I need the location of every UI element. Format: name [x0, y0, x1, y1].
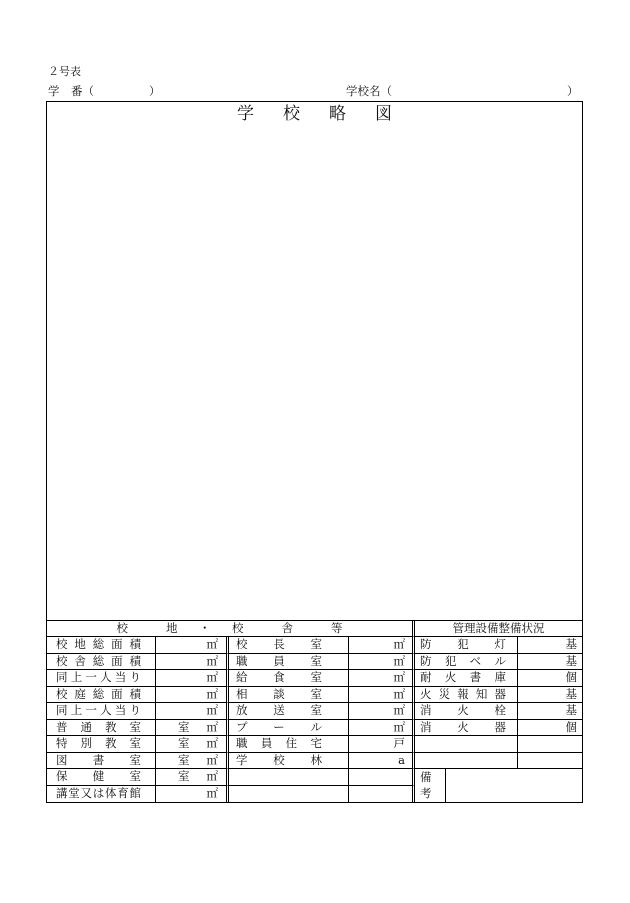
remarks-char: 考 [420, 786, 432, 801]
site-item-label: 校庭総面積 [47, 687, 156, 703]
empty-cell [349, 769, 415, 785]
area-unit: ㎡ [206, 670, 218, 685]
room-count-unit: 室 [178, 719, 190, 734]
room-unit: ㎡ [393, 670, 405, 685]
site-item-value [156, 670, 229, 686]
empty-cell [415, 736, 518, 752]
management-equipment-header: 管理設備整備状況 [415, 621, 582, 637]
remarks-char: 備 [420, 769, 432, 784]
remarks-field [446, 769, 582, 802]
map-title: 学 校 略 図 [237, 104, 398, 124]
equipment-value [518, 654, 582, 670]
school-name-field [393, 85, 565, 97]
site-item-value [156, 687, 229, 703]
room-value [349, 753, 415, 769]
equipment-value [518, 670, 582, 686]
room-count-unit: 室 [178, 769, 190, 784]
school-name-label: 学校名（ [346, 84, 392, 98]
equipment-unit: 個 [565, 670, 577, 685]
room-value [349, 670, 415, 686]
equipment-label: 防犯ベル [415, 654, 518, 670]
facilities-table [47, 620, 582, 802]
room-unit: 戸 [393, 736, 405, 751]
empty-cell [518, 736, 582, 752]
room-label: 相談室 [229, 687, 349, 703]
room-value [349, 720, 415, 736]
equipment-label: 消火器 [415, 720, 518, 736]
room-label: 給食室 [229, 670, 349, 686]
site-item-label: 図書室 [47, 753, 156, 769]
room-unit: ㎡ [393, 719, 405, 734]
room-unit: ㎡ [393, 653, 405, 668]
empty-cell [349, 786, 415, 802]
equipment-label: 耐火書庫 [415, 670, 518, 686]
site-item-label: 特別教室 [47, 736, 156, 752]
room-value [349, 637, 415, 653]
equipment-unit: 個 [565, 719, 577, 734]
area-unit: ㎡ [206, 703, 218, 718]
site-item-label: 同上一人当り [47, 670, 156, 686]
site-item-value [156, 654, 229, 670]
room-unit: ㎡ [393, 703, 405, 718]
school-map-drawing-area [47, 102, 582, 620]
area-unit: ㎡ [206, 653, 218, 668]
room-value [349, 736, 415, 752]
room-value [349, 703, 415, 719]
site-item-label: 校地総面積 [47, 637, 156, 653]
site-item-value [156, 753, 229, 769]
room-label: 職員室 [229, 654, 349, 670]
site-item-value [156, 786, 229, 802]
equipment-label: 防犯灯 [415, 637, 518, 653]
site-item-label: 校舎総面積 [47, 654, 156, 670]
empty-cell [229, 786, 349, 802]
site-item-label: 同上一人当り [47, 703, 156, 719]
room-label: 校長室 [229, 637, 349, 653]
area-unit: ㎡ [206, 719, 218, 734]
room-count-unit: 室 [178, 752, 190, 767]
room-unit: ㎡ [393, 686, 405, 701]
form-frame [46, 101, 583, 803]
equipment-value [518, 687, 582, 703]
site-and-building-header: 校 地 ・ 校 舎 等 [47, 621, 415, 637]
equipment-value [518, 637, 582, 653]
site-item-label: 普通教室 [47, 720, 156, 736]
equipment-value [518, 703, 582, 719]
site-item-label: 保健室 [47, 769, 156, 785]
site-item-label: 講堂又は体育館 [47, 786, 156, 802]
area-unit: ㎡ [206, 686, 218, 701]
empty-cell [229, 769, 349, 785]
form-number: ２号表 [48, 65, 81, 78]
room-unit: a [398, 752, 405, 767]
empty-cell [518, 753, 582, 769]
area-unit: ㎡ [206, 637, 218, 652]
student-number-field [95, 85, 147, 97]
empty-cell [415, 753, 518, 769]
equipment-unit: 基 [565, 653, 577, 668]
room-unit: ㎡ [393, 637, 405, 652]
room-count-unit: 室 [178, 736, 190, 751]
room-label: 職員住宅 [229, 736, 349, 752]
site-item-value [156, 703, 229, 719]
room-label: 学校林 [229, 753, 349, 769]
area-unit: ㎡ [206, 769, 218, 784]
area-unit: ㎡ [206, 785, 218, 800]
student-number-close-paren: ） [149, 84, 161, 98]
equipment-label: 消火栓 [415, 703, 518, 719]
equipment-unit: 基 [565, 703, 577, 718]
equipment-unit: 基 [565, 637, 577, 652]
room-label: 放送室 [229, 703, 349, 719]
area-unit: ㎡ [206, 736, 218, 751]
site-item-value [156, 637, 229, 653]
remarks-label [415, 769, 446, 802]
equipment-value [518, 720, 582, 736]
site-item-value [156, 769, 229, 785]
equipment-unit: 基 [565, 686, 577, 701]
school-name-close-paren: ） [567, 84, 579, 98]
site-item-value [156, 736, 229, 752]
area-unit: ㎡ [206, 752, 218, 767]
equipment-label: 火災報知器 [415, 687, 518, 703]
room-label: プール [229, 720, 349, 736]
room-value [349, 687, 415, 703]
room-value [349, 654, 415, 670]
site-item-value [156, 720, 229, 736]
student-number-label: 学 番（ [48, 84, 94, 98]
